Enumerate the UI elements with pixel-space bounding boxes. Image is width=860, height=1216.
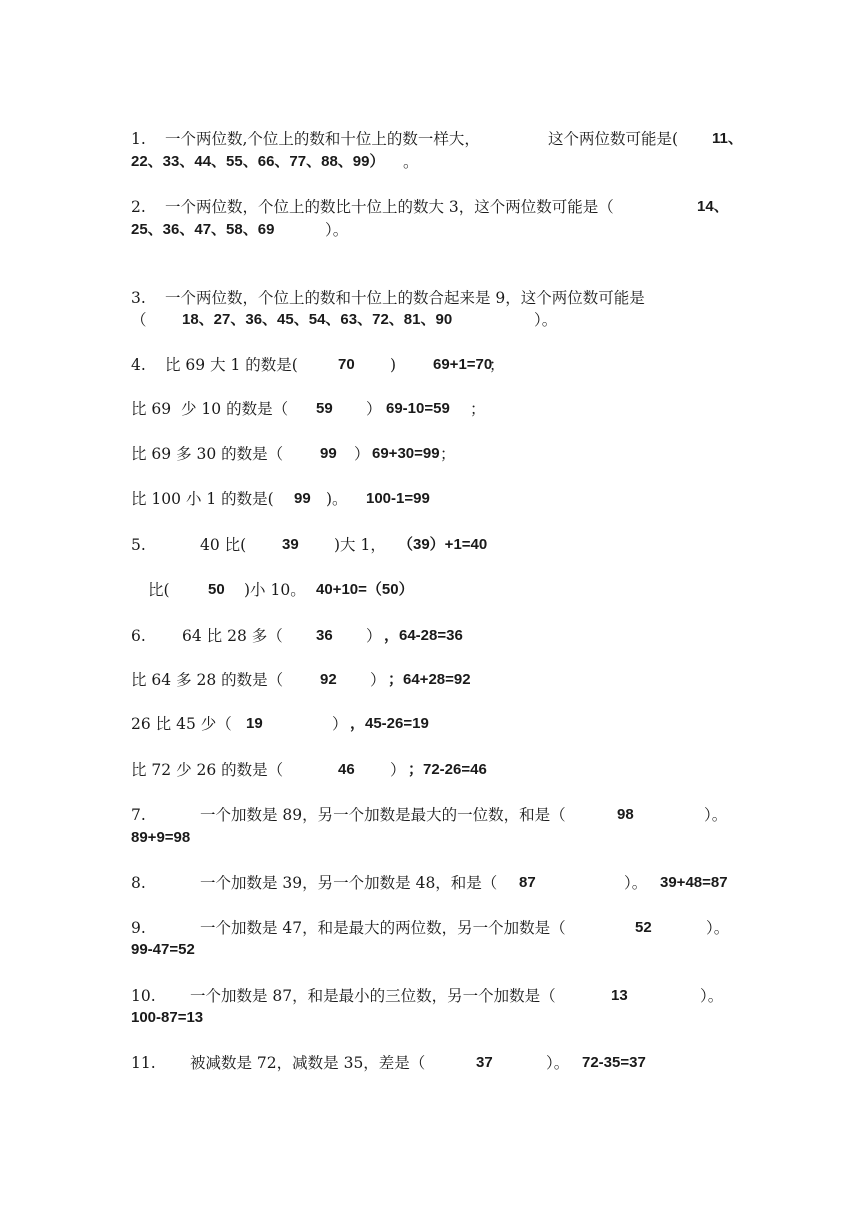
punctuation: ） <box>390 761 406 779</box>
answer-text: 59 <box>316 400 333 417</box>
calculation: 100-87=13 <box>131 1009 204 1026</box>
question-number: 7. <box>131 806 146 824</box>
punctuation: )。 <box>326 490 348 508</box>
question-prompt: 这个两位数可能是( <box>548 130 679 148</box>
calculation: 39+48=87 <box>660 874 728 891</box>
question-stem: 40 比( <box>200 536 247 554</box>
question-stem: 比( <box>148 581 170 599</box>
punctuation: ） <box>354 445 370 463</box>
question-stem: 一个两位数，个位上的数和十位上的数合起来是 9，这个两位数可能是 <box>165 289 645 307</box>
question-stem: 一个两位数，个位上的数比十位上的数大 3，这个两位数可能是（ <box>165 198 614 216</box>
punctuation: ）。 <box>534 311 558 329</box>
calculation: ，64-28=36 <box>384 627 463 644</box>
answer-text: 13 <box>611 987 628 1004</box>
question-number: 1. <box>131 130 146 148</box>
answer-text: 22、33、44、55、66、77、88、99） <box>131 153 385 170</box>
punctuation: ； <box>489 356 505 374</box>
answer-text: 99 <box>294 490 311 507</box>
calculation: 69+30=99 <box>372 445 440 462</box>
answer-text: 39 <box>282 536 299 553</box>
calculation: （39）+1=40 <box>398 536 488 553</box>
question-number: 10. <box>131 987 156 1005</box>
answer-text: 52 <box>635 919 652 936</box>
question-stem: 26 比 45 少（ <box>131 715 232 733</box>
calculation: ，45-26=19 <box>350 715 429 732</box>
answer-text: 18、27、36、45、54、63、72、81、90 <box>182 311 453 328</box>
answer-text: 25、36、47、58、69 <box>131 221 275 238</box>
question-number: 2. <box>131 198 146 216</box>
question-stem: 一个加数是 89，另一个加数是最大的一位数，和是（ <box>200 806 566 824</box>
answer-text: 99 <box>320 445 337 462</box>
calculation: ；72-26=46 <box>408 761 487 778</box>
calculation: 72-35=37 <box>582 1054 646 1071</box>
answer-text: 50 <box>208 581 225 598</box>
question-stem: 比 69 多 30 的数是（ <box>131 445 284 463</box>
answer-text: 36 <box>316 627 333 644</box>
question-stem: 一个加数是 87，和是最小的三位数，另一个加数是（ <box>190 987 556 1005</box>
punctuation: ）。 <box>546 1054 570 1072</box>
punctuation: )大 1， <box>334 536 386 554</box>
answer-text: 19 <box>246 715 263 732</box>
punctuation: ）。 <box>700 987 724 1005</box>
punctuation: ）。 <box>325 221 349 239</box>
question-number: 8. <box>131 874 146 892</box>
question-number: 6. <box>131 627 146 645</box>
calculation: 99-47=52 <box>131 941 195 958</box>
punctuation: )小 10。 <box>244 581 306 599</box>
answer-text: 87 <box>519 874 536 891</box>
question-stem: 比 64 多 28 的数是（ <box>131 671 284 689</box>
answer-text: 98 <box>617 806 634 823</box>
question-stem: 比 69 少 10 的数是（ <box>131 400 289 418</box>
question-number: 4. <box>131 356 146 374</box>
calculation: 89+9=98 <box>131 829 191 846</box>
punctuation: （ <box>131 311 147 329</box>
calculation: 100-1=99 <box>366 490 430 507</box>
calculation: 69-10=59 <box>386 400 450 417</box>
punctuation: ）。 <box>704 806 728 824</box>
punctuation: ） <box>366 627 382 645</box>
question-stem: 一个加数是 47，和是最大的两位数，另一个加数是（ <box>200 919 566 937</box>
answer-text: 11、 <box>712 130 743 147</box>
question-stem: 比 69 大 1 的数是( <box>165 356 298 374</box>
calculation: 69+1=70 <box>433 356 493 373</box>
punctuation: ） <box>332 715 348 733</box>
punctuation: ） <box>370 671 386 689</box>
answer-text: 14、 <box>697 198 729 215</box>
answer-text: 46 <box>338 761 355 778</box>
punctuation: 。 <box>403 153 419 171</box>
answer-text: 92 <box>320 671 337 688</box>
question-stem: 64 比 28 多（ <box>182 627 283 645</box>
question-number: 3. <box>131 289 146 307</box>
question-stem: 一个加数是 39，另一个加数是 48，和是（ <box>200 874 498 892</box>
calculation: 40+10=（50） <box>316 581 414 598</box>
question-stem: 一个两位数,个位上的数和十位上的数一样大， <box>165 130 480 148</box>
question-stem: 比 72 少 26 的数是（ <box>131 761 284 779</box>
question-number: 11. <box>131 1054 156 1072</box>
question-stem: 被减数是 72，减数是 35，差是（ <box>190 1054 426 1072</box>
answer-text: 37 <box>476 1054 493 1071</box>
punctuation: ； <box>440 445 456 463</box>
question-stem: 比 100 小 1 的数是( <box>131 490 274 508</box>
punctuation: ； <box>470 400 486 418</box>
question-number: 5. <box>131 536 146 554</box>
punctuation: ) <box>390 356 397 374</box>
punctuation: ） <box>366 400 382 418</box>
answer-text: 70 <box>338 356 355 373</box>
question-number: 9. <box>131 919 146 937</box>
calculation: ；64+28=92 <box>388 671 471 688</box>
punctuation: ）。 <box>706 919 730 937</box>
punctuation: ）。 <box>624 874 648 892</box>
